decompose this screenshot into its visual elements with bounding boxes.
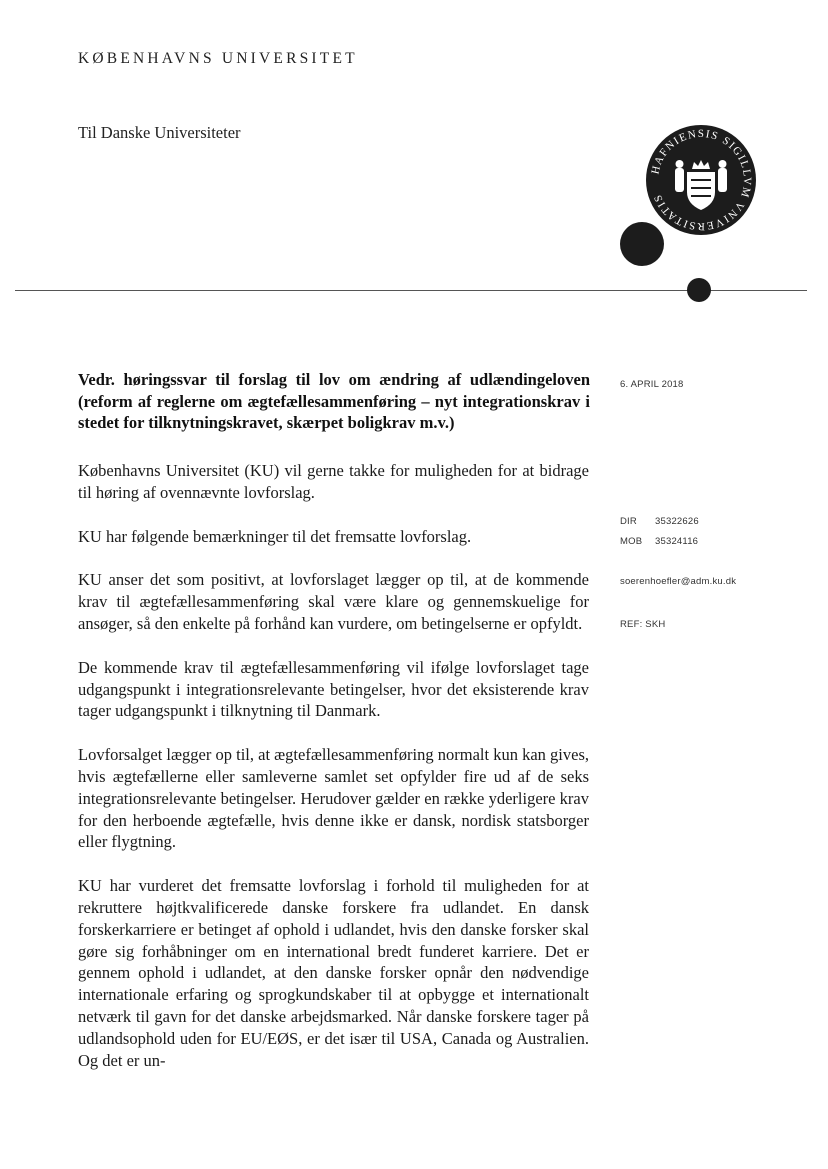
decorative-small-dot (687, 278, 711, 302)
letter-subject: Vedr. høringssvar til forslag til lov om ændring af udlændingeloven (reform af reglerne om ægtefællesammenføring – nyt integrationskrav i stedet for tilknytningskravet, skærpet boligkrav m.v.) (78, 370, 590, 432)
body-paragraph: Lovforsalget lægger op til, at ægtefællesammenføring normalt kun kan gives, hvis ægtefællerne eller samleverne samlet set opfylder fire ud af de seks integrationsrelevante betingelser. Herudover gælder en række yderligere krav for den herboende ægtefælle, hvis denne ikke er dansk, nordisk statsborger eller flygtning. (78, 745, 589, 852)
reference: REF: SKH (620, 619, 666, 630)
letter-body (78, 460, 589, 1093)
mob-label: MOB (620, 536, 643, 547)
decorative-large-dot (620, 222, 664, 266)
dir-label: DIR (620, 516, 637, 527)
institution-name: KØBENHAVNS UNIVERSITET (78, 50, 358, 67)
letter-date: 6. APRIL 2018 (620, 379, 684, 390)
body-paragraph: De kommende krav til ægtefællesammenføring vil ifølge lovforslaget tage udgangspunkt i integrationsrelevante betingelser, hvor det eksisterende krav tager udgangspunkt i tilknytning til Danmark. (78, 657, 589, 721)
mob-phone: 35324116 (655, 536, 699, 547)
dir-phone: 35322626 (655, 516, 699, 527)
body-paragraph: Københavns Universitet (KU) vil gerne takke for muligheden for at bidrage til høring af ovennævnte lovforslag. (78, 461, 589, 502)
contact-email: soerenhoefler@adm.ku.dk (620, 576, 737, 587)
recipient-line: Til Danske Universiteter (78, 123, 241, 142)
university-seal-icon (645, 124, 757, 236)
body-paragraph: KU har vurderet det fremsatte lovforslag i forhold til muligheden for at rekruttere højtkvalificerede danske forskere fra udlandet. En dansk forskerkarriere er betinget af ophold i udlandet, hvis den danske forsker skal gøre sig forhåbninger om en international bredt funderet karriere. Det er gennem ophold i udlandet, at den danske forsker opnår den nødvendige internationale erfaring og sprogkundskaber til at opbygge et internationalt netværk til gavn for det danske arbejdsmarked. Når danske forskere tager på udlandsophold uden for EU/EØS, er det især til USA, Canada og Australien. Og det er un- (78, 876, 589, 1070)
body-paragraph: KU har følgende bemærkninger til det fremsatte lovforslag. (78, 526, 472, 546)
seal-text-2: SIGILLVM VNIVERSITATIS (651, 134, 754, 233)
body-paragraph: KU anser det som positivt, at lovforslaget lægger op til, at de kommende krav til ægtefællesammenføring skal være klare og gennemskuelige for ansøger, så den enkelte på forhånd kan vurdere, om betingelserne er opfyldt. (78, 570, 589, 633)
seal-text: HAFNIENSIS (649, 127, 721, 176)
